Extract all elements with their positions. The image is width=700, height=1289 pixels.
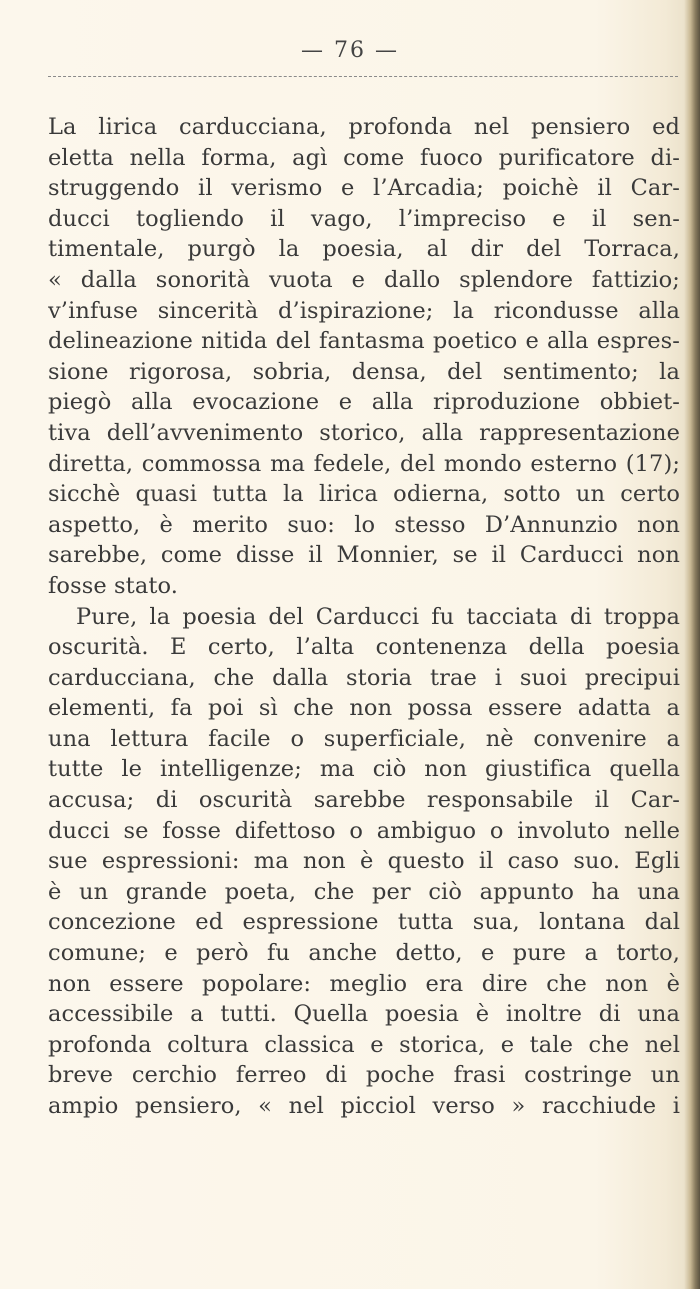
text-line: carducciana, che dalla storia trae i suoi precipui [48, 664, 680, 691]
text-line: v’infuse sincerità d’ispirazione; la ricondusse alla [48, 297, 680, 324]
text-line: tutte le intelligenze; ma ciò non giustifica quella [48, 756, 680, 783]
text-line: sue espressioni: ma non è questo il caso suo. Egli [48, 848, 680, 875]
text-line: sarebbe, come disse il Monnier, se il Carducci non [48, 542, 680, 569]
text-line: oscurità. E certo, l’alta contenenza della poesia [48, 634, 680, 661]
text-line: piegò alla evocazione e alla riproduzione obbiet- [48, 389, 680, 416]
text-line: delineazione nitida del fantasma poetico e alla espres- [48, 328, 680, 355]
text-line: sione rigorosa, sobria, densa, del sentimento; la [48, 358, 680, 385]
text-line: Pure, la poesia del Carducci fu tacciata di troppa [76, 603, 680, 630]
text-line: breve cerchio ferreo di poche frasi costringe un [48, 1062, 680, 1089]
text-line: ducci se fosse difettoso o ambiguo o involuto nelle [48, 817, 680, 844]
text-line: diretta, commossa ma fedele, del mondo esterno (17); [48, 450, 680, 477]
text-line: tiva dell’avvenimento storico, alla rappresentazione [48, 419, 680, 446]
text-line: profonda coltura classica e storica, e tale che nel [48, 1031, 680, 1058]
text-line: non essere popolare: meglio era dire che non è [48, 970, 680, 997]
text-line: struggendo il verismo e l’Arcadia; poichè il Car- [48, 175, 680, 202]
text-line: elementi, fa poi sì che non possa essere adatta a [48, 695, 680, 722]
text-line: comune; e però fu anche detto, e pure a torto, [48, 940, 680, 967]
page-edge-shadow [684, 0, 700, 1289]
text-line: una lettura facile o superficiale, nè convenire a [48, 725, 680, 752]
text-line: concezione ed espressione tutta sua, lontana dal [48, 909, 680, 936]
text-line: ducci togliendo il vago, l’impreciso e il sen- [48, 205, 680, 232]
text-line: aspetto, è merito suo: lo stesso D’Annunzio non [48, 511, 680, 538]
text-line: eletta nella forma, agì come fuoco purificatore di- [48, 144, 680, 171]
text-line: « dalla sonorità vuota e dallo splendore fattizio; [48, 266, 680, 293]
page-number: — 76 — [301, 38, 399, 63]
body-text [48, 112, 680, 1122]
text-line: ampio pensiero, « nel picciol verso » racchiude i [48, 1093, 680, 1119]
text-line: fosse stato. [48, 572, 178, 599]
text-line: timentale, purgò la poesia, al dir del Torraca, [48, 236, 680, 263]
text-line: è un grande poeta, che per ciò appunto ha una [48, 878, 680, 905]
header-rule [48, 76, 678, 77]
text-line: La lirica carducciana, profonda nel pensiero ed [48, 114, 680, 140]
text-line: accessibile a tutti. Quella poesia è inoltre di una [48, 1001, 680, 1028]
text-line: accusa; di oscurità sarebbe responsabile il Car- [48, 787, 680, 814]
text-line: sicchè quasi tutta la lirica odierna, sotto un certo [48, 481, 680, 508]
